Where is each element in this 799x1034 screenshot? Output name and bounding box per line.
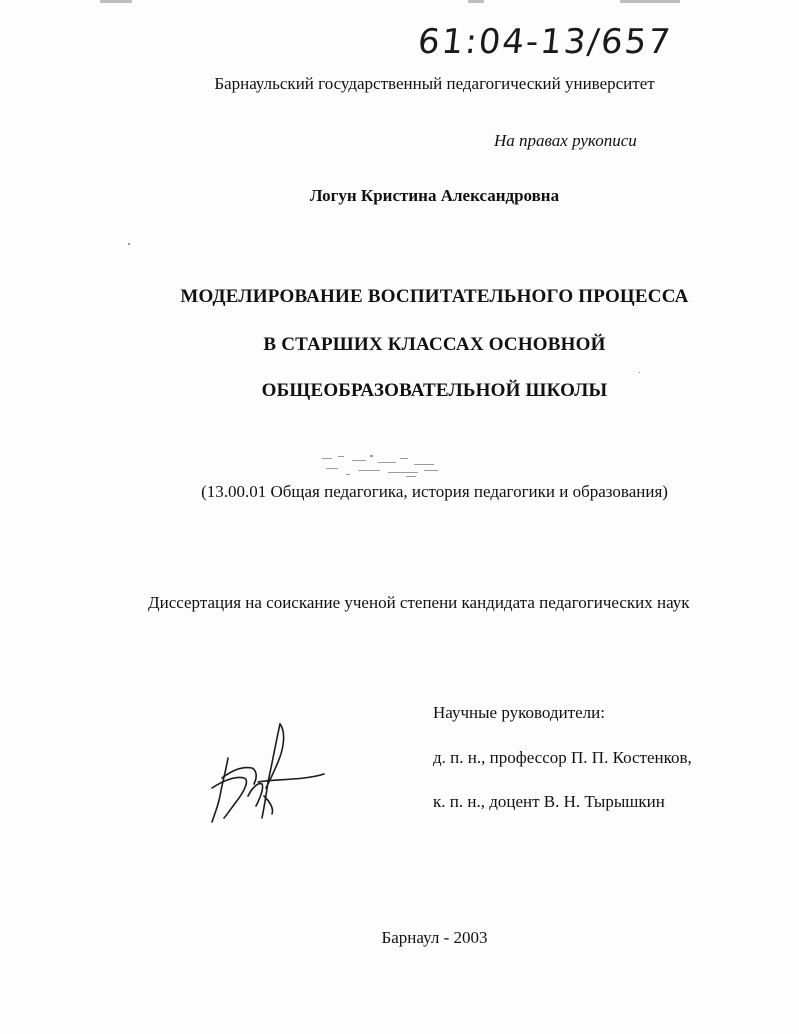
university-name: Барнаульский государственный педагогический университет [214, 74, 655, 93]
specialty-code: (13.00.01 Общая педагогика, история педагогики и образования) [201, 482, 668, 501]
supervisor-2: к. п. н., доцент В. Н. Тырышкин [433, 792, 665, 811]
title-line-3: ОБЩЕОБРАЗОВАТЕЛЬНОЙ ШКОЛЫ [261, 380, 608, 401]
scan-mark [620, 0, 680, 3]
scan-mark [468, 0, 484, 3]
scan-noise [318, 452, 448, 478]
scan-mark [100, 0, 132, 3]
handwritten-archive-code: 61:04-13/657 [415, 22, 674, 62]
manuscript-note: На правах рукописи [494, 131, 637, 150]
supervisors-label: Научные руководители: [433, 703, 605, 722]
title-line-1: МОДЕЛИРОВАНИЕ ВОСПИТАТЕЛЬНОГО ПРОЦЕССА [180, 286, 689, 307]
handwritten-signature [200, 718, 330, 830]
scan-speck [639, 372, 640, 373]
dissertation-description: Диссертация на соискание ученой степени кандидата педагогических наук [148, 593, 690, 612]
author-name: Логун Кристина Александровна [309, 186, 560, 205]
city-year: Барнаул - 2003 [381, 928, 488, 947]
title-line-2: В СТАРШИХ КЛАССАХ ОСНОВНОЙ [263, 334, 606, 355]
supervisor-1: д. п. н., профессор П. П. Костенков, [433, 748, 692, 767]
scan-speck [128, 243, 130, 245]
